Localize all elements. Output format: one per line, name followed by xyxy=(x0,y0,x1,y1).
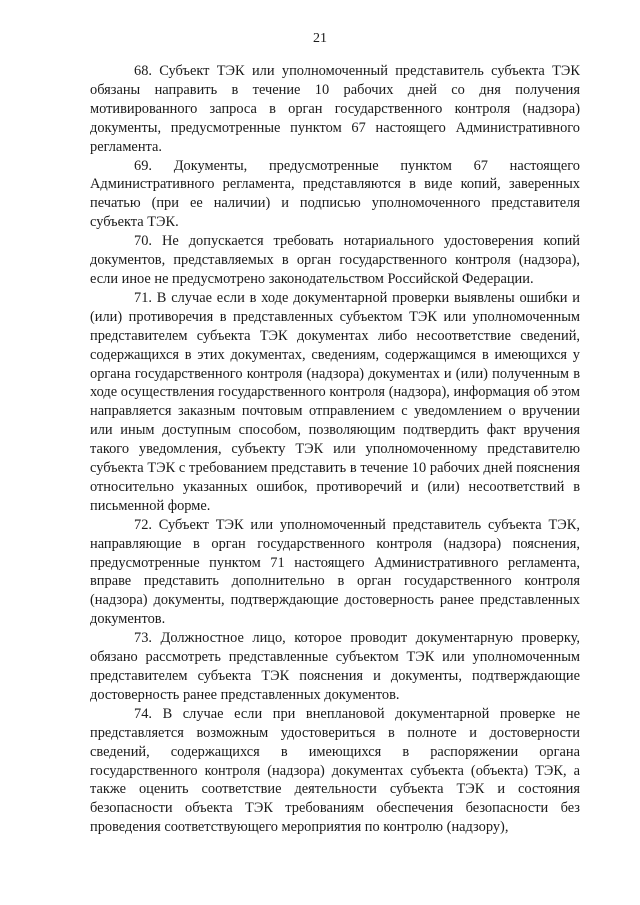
paragraph-70: 70. Не допускается требовать нотариального удостоверения копий документов, представляемых в орган государственного контроля (надзора), если иное не предусмотрено законодательством Российской Федерации. xyxy=(90,233,580,287)
page-number: 21 xyxy=(313,31,327,46)
document-body xyxy=(90,62,580,837)
paragraph-74: 74. В случае если при внеплановой документарной проверке не представляется возможным удостовериться в полноте и достоверности сведений, содержащихся в имеющихся в распоряжении органа государственного контроля (надзора) документах субъекта (объекта) ТЭК, а также оценить соответствие деятельности субъекта ТЭК и состояния безопасности объекта ТЭК требованиям обеспечения безопасности без проведения соответствующего мероприятия по контролю (надзору), xyxy=(90,705,580,836)
paragraph-73: 73. Должностное лицо, которое проводит документарную проверку, обязано рассмотреть представленные субъектом ТЭК или уполномоченным представителем субъекта ТЭК пояснения и документы, подтверждающие достоверность ранее представленных документов. xyxy=(90,630,580,703)
paragraph-71: 71. В случае если в ходе документарной проверки выявлены ошибки и (или) противоречия в представленных субъектом ТЭК или уполномоченным представителем субъекта ТЭК документах либо несоответствие сведений, содержащихся в этих документах, сведениям, содержащимся в имеющихся у органа государственного контроля (надзора) документах и (или) полученным в ходе осуществления государственного контроля (надзора), информация об этом направляется заказным почтовым отправлением с уведомлением о вручении или иным доступным способом, позволяющим подтвердить факт вручения такого уведомления, субъекту ТЭК или уполномоченному представителю субъекта ТЭК с требованием представить в течение 10 рабочих дней пояснения относительно указанных ошибок, противоречий и (или) несоответствий в письменной форме. xyxy=(90,289,580,514)
paragraph-72: 72. Субъект ТЭК или уполномоченный представитель субъекта ТЭК, направляющие в орган государственного контроля (надзора) пояснения, предусмотренные пунктом 71 настоящего Административного регламента, вправе представить дополнительно в орган государственного контроля (надзора) документы, подтверждающие достоверность ранее представленных документов. xyxy=(90,516,580,628)
paragraph-69: 69. Документы, предусмотренные пунктом 67 настоящего Административного регламента, представляются в виде копий, заверенных печатью (при ее наличии) и подписью уполномоченного представителя субъекта ТЭК. xyxy=(90,157,580,231)
paragraph-68: 68. Субъект ТЭК или уполномоченный представитель субъекта ТЭК обязаны направить в течение 10 рабочих дней со дня получения мотивированного запроса в орган государственного контроля (надзора) документы, предусмотренные пунктом 67 настоящего Административного регламента. xyxy=(90,63,580,155)
